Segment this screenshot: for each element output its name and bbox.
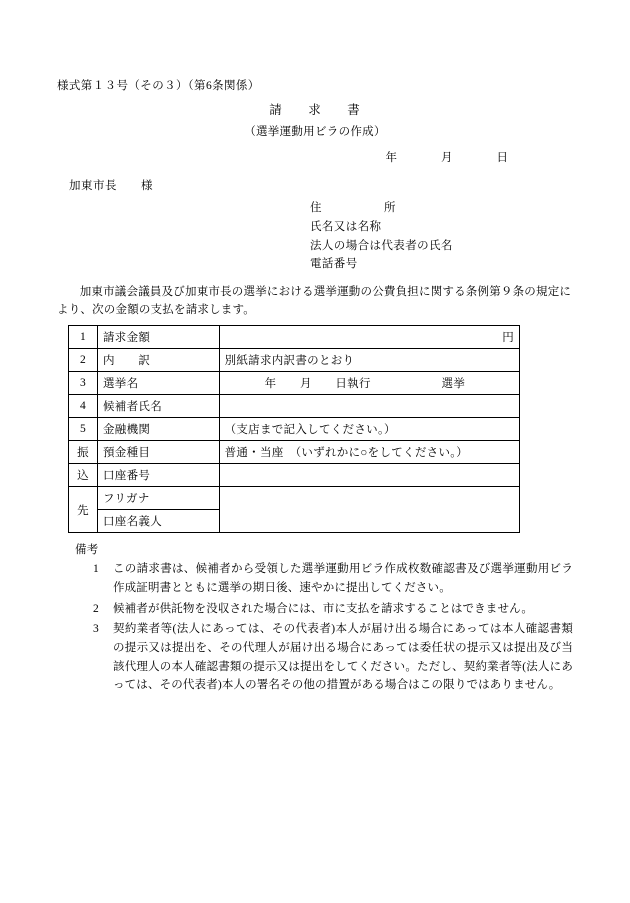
row-label: フリガナ <box>98 487 220 510</box>
table-row <box>69 464 520 487</box>
row-label: 口座名義人 <box>98 510 220 533</box>
note-text: この請求書は、候補者から受領した選挙運動用ビラ作成枚数確認書及び選挙運動用ビラ作成証明書とともに選挙の期日後、速やかに提出してください。 <box>113 563 573 594</box>
intro-paragraph: 加東市議会議員及び加東市長の選挙における選挙運動の公費負担に関する条例第９条の規定により、次の金額の支払を請求します。 <box>57 285 572 316</box>
claim-table <box>68 325 520 533</box>
applicant-representative-label: 法人の場合は代表者の氏名 <box>310 239 453 252</box>
applicant-name-label: 氏名又は名称 <box>310 220 382 233</box>
note-marker: 3 <box>93 623 99 636</box>
row-value-account-holder[interactable] <box>219 487 519 533</box>
applicant-fields <box>57 199 573 274</box>
table-row <box>69 395 520 418</box>
row-side-label: 先 <box>69 487 98 533</box>
row-number: 3 <box>69 372 98 395</box>
election-name-text: 年 月 日執行 選挙 <box>264 378 466 391</box>
addressee: 加東市長 様 <box>69 180 153 193</box>
row-label: 金融機関 <box>98 418 220 441</box>
notes-list <box>57 560 573 694</box>
document-body <box>57 78 573 697</box>
row-number: 5 <box>69 418 98 441</box>
table-row <box>69 487 520 510</box>
row-label: 内 訳 <box>98 349 220 372</box>
row-value-bank[interactable]: （支店まで記入してください。） <box>219 418 519 441</box>
row-value-account-number[interactable] <box>219 464 519 487</box>
note-text: 候補者が供託物を没収された場合には、市に支払を請求することはできません。 <box>113 602 534 615</box>
row-label: 候補者氏名 <box>98 395 220 418</box>
table-row <box>69 441 520 464</box>
row-number: 1 <box>69 326 98 349</box>
table-row <box>69 326 520 349</box>
applicant-phone-label: 電話番号 <box>310 258 358 271</box>
applicant-address-label: 住 所 <box>310 202 403 215</box>
date-line-text: 年 月 日 <box>385 152 515 165</box>
table-row <box>69 349 520 372</box>
row-value-breakdown[interactable]: 別紙請求内訳書のとおり <box>219 349 519 372</box>
list-item <box>57 600 573 619</box>
row-label: 口座番号 <box>98 464 220 487</box>
row-number: 2 <box>69 349 98 372</box>
note-marker: 2 <box>93 602 99 615</box>
row-value-account-type[interactable]: 普通・当座 （いずれかに○をしてください。） <box>219 441 519 464</box>
notes-heading: 備考 <box>75 544 99 557</box>
row-number: 4 <box>69 395 98 418</box>
date-line <box>57 149 573 165</box>
row-side-label: 込 <box>69 464 98 487</box>
row-value-election[interactable] <box>219 372 519 395</box>
note-text: 契約業者等(法人にあっては、その代表者)本人が届け出る場合にあっては本人確認書類の提示又は提出を、その代理人が届け出る場合にあっては委任状の提示又は提出及び当該代理人の本人確認書類の提示又は提出をしてください。ただし、契約業者等(法人にあっては、その代表者)本人の署名その他の措置がある場合はこの限りではありません。 <box>113 623 573 692</box>
row-label: 請求金額 <box>98 326 220 349</box>
list-item <box>57 560 573 597</box>
row-value-candidate[interactable] <box>219 395 519 418</box>
page-subtitle: （選挙運動用ビラの作成） <box>244 126 386 139</box>
note-marker: 1 <box>93 563 99 576</box>
row-label: 選挙名 <box>98 372 220 395</box>
row-side-label: 振 <box>69 441 98 464</box>
form-number: 様式第１３号（その３）（第6条関係） <box>57 80 260 92</box>
page-title: 請 求 書 <box>269 103 367 118</box>
table-row <box>69 418 520 441</box>
row-value-amount[interactable]: 円 <box>219 326 519 349</box>
table-row <box>69 372 520 395</box>
row-label: 預金種目 <box>98 441 220 464</box>
list-item <box>57 620 573 695</box>
